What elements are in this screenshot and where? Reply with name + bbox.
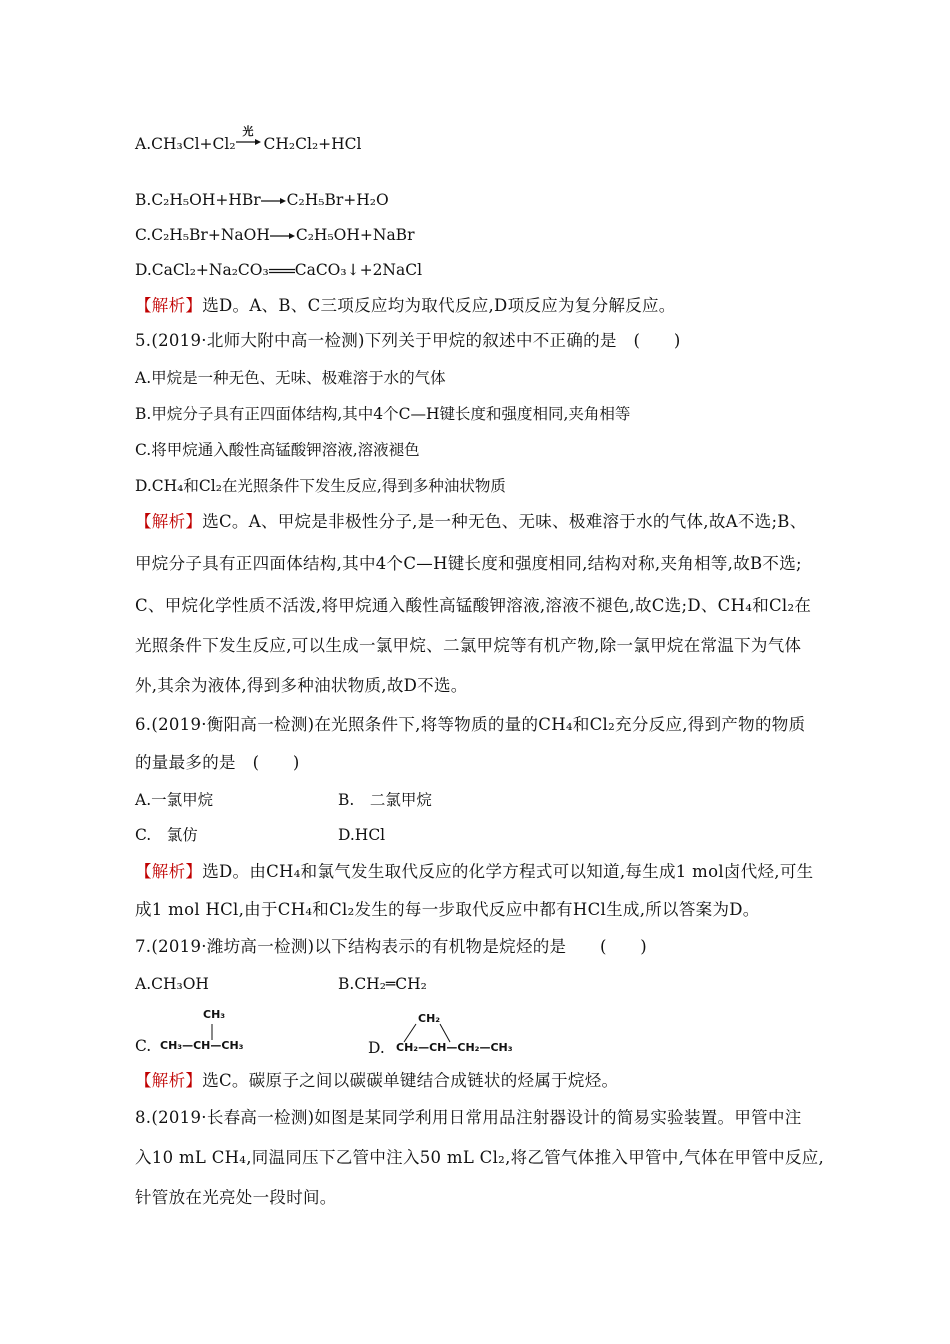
q6-analysis-line-2: 成1 mol HCl,由于CH₄和Cl₂发生的每一步取代反应中都有HCl生成,所以答案为D。 (135, 900, 760, 919)
main-chain: CH₂—CH—CH₂—CH₃ (396, 1041, 513, 1054)
q7-stem: 7.(2019·潍坊高一检测)以下结构表示的有机物是烷烃的是 ( ) (135, 937, 648, 956)
light-condition-label: 光 (242, 125, 254, 138)
q4-analysis: 【解析】选D。A、B、C三项反应均为取代反应,D项反应为复分解反应。 (135, 296, 676, 315)
q7-option-a: A.CH₃OH (135, 975, 209, 993)
q6-analysis-line-1: 【解析】选D。由CH₄和氯气发生取代反应的化学方程式可以知道,每生成1 mol卤代烃,可生 (135, 862, 814, 881)
main-chain: CH₃—CH—CH₃ (160, 1039, 244, 1052)
q5-stem: 5.(2019·北师大附中高一检测)下列关于甲烷的叙述中不正确的是 ( ) (135, 331, 681, 350)
q6-option-a: A.一氯甲烷 (135, 791, 214, 809)
reaction-arrow-icon (270, 230, 296, 242)
analysis-tag: 【解析】 (135, 512, 203, 531)
analysis-tag: 【解析】 (135, 296, 203, 315)
q5-analysis-line-3: C、甲烷化学性质不活泼,将甲烷通入酸性高锰酸钾溶液,溶液不褪色,故C选;D、CH₄和Cl₂在 (135, 596, 812, 615)
q5-option-b: B.甲烷分子具有正四面体结构,其中4个C—H键长度和强度相同,夹角相等 (135, 405, 631, 423)
q4-option-b: B.C₂H₅OH+HBr C₂H₅Br+H₂O (135, 191, 389, 209)
q4-option-d: D.CaCl₂+Na₂CO₃ CaCO₃↓+2NaCl (135, 261, 423, 279)
q8-stem-line-2: 入10 mL CH₄,同温同压下乙管中注入50 mL Cl₂,将乙管气体推入甲管中,气体在甲管中反应, (135, 1148, 825, 1167)
ring-group: CH₂ (418, 1012, 441, 1025)
q5-analysis-line-2: 甲烷分子具有正四面体结构,其中4个C—H键长度和强度相同,结构对称,夹角相等,故B不选; (135, 554, 802, 573)
q5-analysis-line-4: 光照条件下发生反应,可以生成一氯甲烷、二氯甲烷等有机产物,除一氯甲烷在常温下为气体 (135, 636, 802, 655)
q4-option-a: A.CH₃Cl+Cl₂ 光 CH₂Cl₂+HCl (135, 134, 362, 154)
q5-option-a: A.甲烷是一种无色、无味、极难溶于水的气体 (135, 369, 446, 387)
q6-stem-line-2: 的量最多的是 ( ) (135, 753, 300, 772)
q6-option-d: D.HCl (338, 826, 386, 844)
q5-analysis-line-1: 【解析】选C。A、甲烷是非极性分子,是一种无色、无味、极难溶于水的气体,故A不选;B、 (135, 512, 807, 531)
analysis-tag: 【解析】 (135, 1071, 203, 1090)
reaction-arrow-icon (261, 195, 287, 207)
q7-analysis: 【解析】选C。碳原子之间以碳碳单键结合成链状的烃属于烷烃。 (135, 1071, 619, 1090)
q6-option-b: B. 二氯甲烷 (338, 791, 432, 809)
equals-sign-icon (269, 265, 295, 277)
q7-option-b: B.CH₂═CH₂ (338, 975, 427, 993)
q8-stem-line-1: 8.(2019·长春高一检测)如图是某同学利用日常用品注射器设计的简易实验装置。甲管中注 (135, 1108, 802, 1127)
q4-option-c: C.C₂H₅Br+NaOH C₂H₅OH+NaBr (135, 226, 415, 244)
q5-option-c: C.将甲烷通入酸性高锰酸钾溶液,溶液褪色 (135, 441, 420, 459)
branch-group: CH₃ (203, 1008, 226, 1021)
q7-structure-c (160, 1006, 280, 1056)
q5-analysis-line-5: 外,其余为液体,得到多种油状物质,故D不选。 (135, 676, 468, 695)
q7-option-d-label: D. (368, 1039, 385, 1057)
analysis-tag: 【解析】 (135, 862, 203, 881)
q7-structure-d (396, 1010, 556, 1060)
bond-line-icon (210, 1024, 214, 1040)
q7-option-c-label: C. (135, 1037, 152, 1055)
q6-stem-line-1: 6.(2019·衡阳高一检测)在光照条件下,将等物质的量的CH₄和Cl₂充分反应,得到产物的物质 (135, 715, 806, 734)
q6-option-c: C. 氯仿 (135, 826, 198, 844)
q5-option-d: D.CH₄和Cl₂在光照条件下发生反应,得到多种油状物质 (135, 477, 506, 495)
q8-stem-line-3: 针管放在光亮处一段时间。 (135, 1188, 337, 1207)
reaction-arrow-icon (236, 136, 262, 148)
